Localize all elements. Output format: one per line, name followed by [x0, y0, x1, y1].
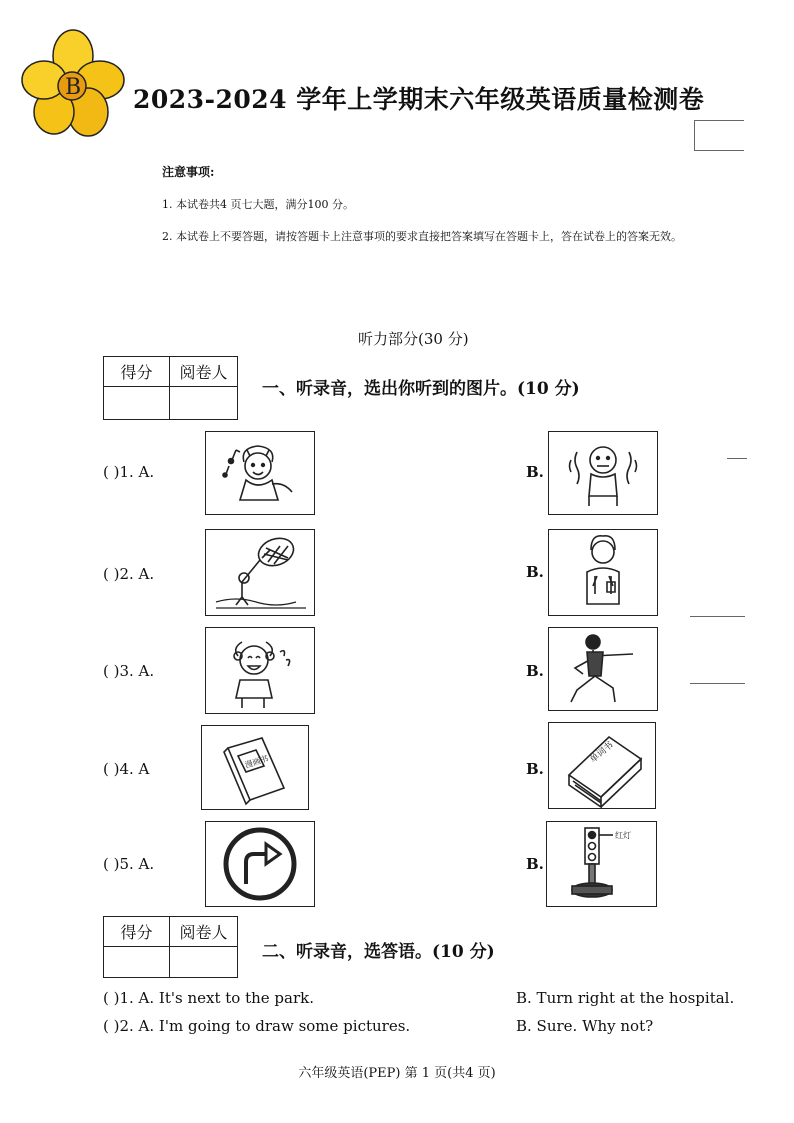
cold-shivering-person-icon — [549, 432, 657, 514]
question-1-option-a-picture[interactable] — [205, 431, 315, 515]
notice-line-2: 2. 本试卷上不要答题，请按答题卡上注意事项的要求直接把答案填写在答题卡上，答在试卷上的答案无效。 — [162, 230, 682, 243]
happy-girl-icon — [206, 628, 314, 713]
listening-heading: 听力部分(30 分) — [358, 330, 469, 348]
score-cell[interactable] — [104, 387, 170, 420]
traffic-light-note: 红灯 — [615, 831, 631, 840]
question-3-b-label: B. — [526, 662, 544, 680]
corner-mark — [694, 120, 744, 121]
corner-mark — [694, 150, 744, 151]
s2-question-2-a: ( )2. A. I'm going to draw some pictures. — [103, 1017, 411, 1035]
question-4-option-a-picture[interactable] — [201, 725, 309, 810]
singing-girl-icon — [206, 432, 314, 514]
score-cell[interactable] — [104, 947, 170, 978]
s2-question-2-b: B. Sure. Why not? — [516, 1017, 654, 1035]
question-4-label: ( )4. A — [103, 760, 150, 778]
question-1-option-b-picture[interactable] — [548, 431, 658, 515]
grader-label: 阅卷人 — [170, 357, 238, 387]
kung-fu-man-icon — [549, 628, 657, 710]
dictionary-book-text: 单词书 — [588, 740, 616, 766]
question-4-option-b-picture[interactable] — [548, 722, 656, 809]
question-5-label: ( )5. A. — [103, 855, 155, 873]
notice-line-1: 1. 本试卷共4 页七大题，满分100 分。 — [162, 198, 354, 211]
question-3-option-a-picture[interactable] — [205, 627, 315, 714]
page-footer: 六年级英语(PEP) 第 1 页(共4 页) — [298, 1066, 496, 1081]
score-table-2 — [103, 916, 238, 978]
s2-question-1-a: ( )1. A. It's next to the park. — [103, 989, 314, 1007]
grader-cell[interactable] — [170, 947, 238, 978]
score-label: 得分 — [104, 357, 170, 387]
question-4-b-label: B. — [526, 760, 544, 778]
question-1-label: ( )1. A. — [103, 463, 155, 481]
s2-question-1-b: B. Turn right at the hospital. — [516, 989, 735, 1007]
question-3-option-b-picture[interactable] — [548, 627, 658, 711]
flower-logo — [18, 28, 128, 138]
grader-cell[interactable] — [170, 387, 238, 420]
comic-book-text: 漫画书 — [243, 753, 270, 770]
notice-heading: 注意事项: — [162, 165, 215, 179]
woman-scientist-icon — [549, 530, 657, 615]
question-5-option-a-picture[interactable] — [205, 821, 315, 907]
question-1-b-label: B. — [526, 463, 544, 481]
question-3-label: ( )3. A. — [103, 662, 155, 680]
grader-label: 阅卷人 — [170, 917, 238, 947]
question-2-label: ( )2. A. — [103, 565, 155, 583]
margin-mark — [727, 458, 747, 459]
section2-title: 二、听录音，选答语。(10 分) — [262, 942, 495, 962]
question-2-option-a-picture[interactable] — [205, 529, 315, 616]
logo-letter: B — [65, 75, 82, 100]
page-title: 2023-2024 学年上学期末六年级英语质量检测卷 — [133, 85, 705, 114]
margin-mark — [690, 616, 745, 617]
question-2-option-b-picture[interactable] — [548, 529, 658, 616]
question-5-option-b-picture[interactable] — [546, 821, 657, 907]
dictionary-book-icon — [549, 723, 655, 808]
margin-mark — [690, 683, 745, 684]
butterfly-net-icon — [206, 530, 314, 615]
score-label: 得分 — [104, 917, 170, 947]
question-2-b-label: B. — [526, 563, 544, 581]
section1-title: 一、听录音，选出你听到的图片。(10 分) — [262, 379, 580, 399]
comic-book-icon — [202, 726, 308, 809]
turn-right-sign-icon — [206, 822, 314, 906]
corner-mark — [694, 120, 695, 150]
question-5-b-label: B. — [526, 855, 544, 873]
traffic-light-icon — [547, 822, 656, 906]
score-table-1 — [103, 356, 238, 420]
